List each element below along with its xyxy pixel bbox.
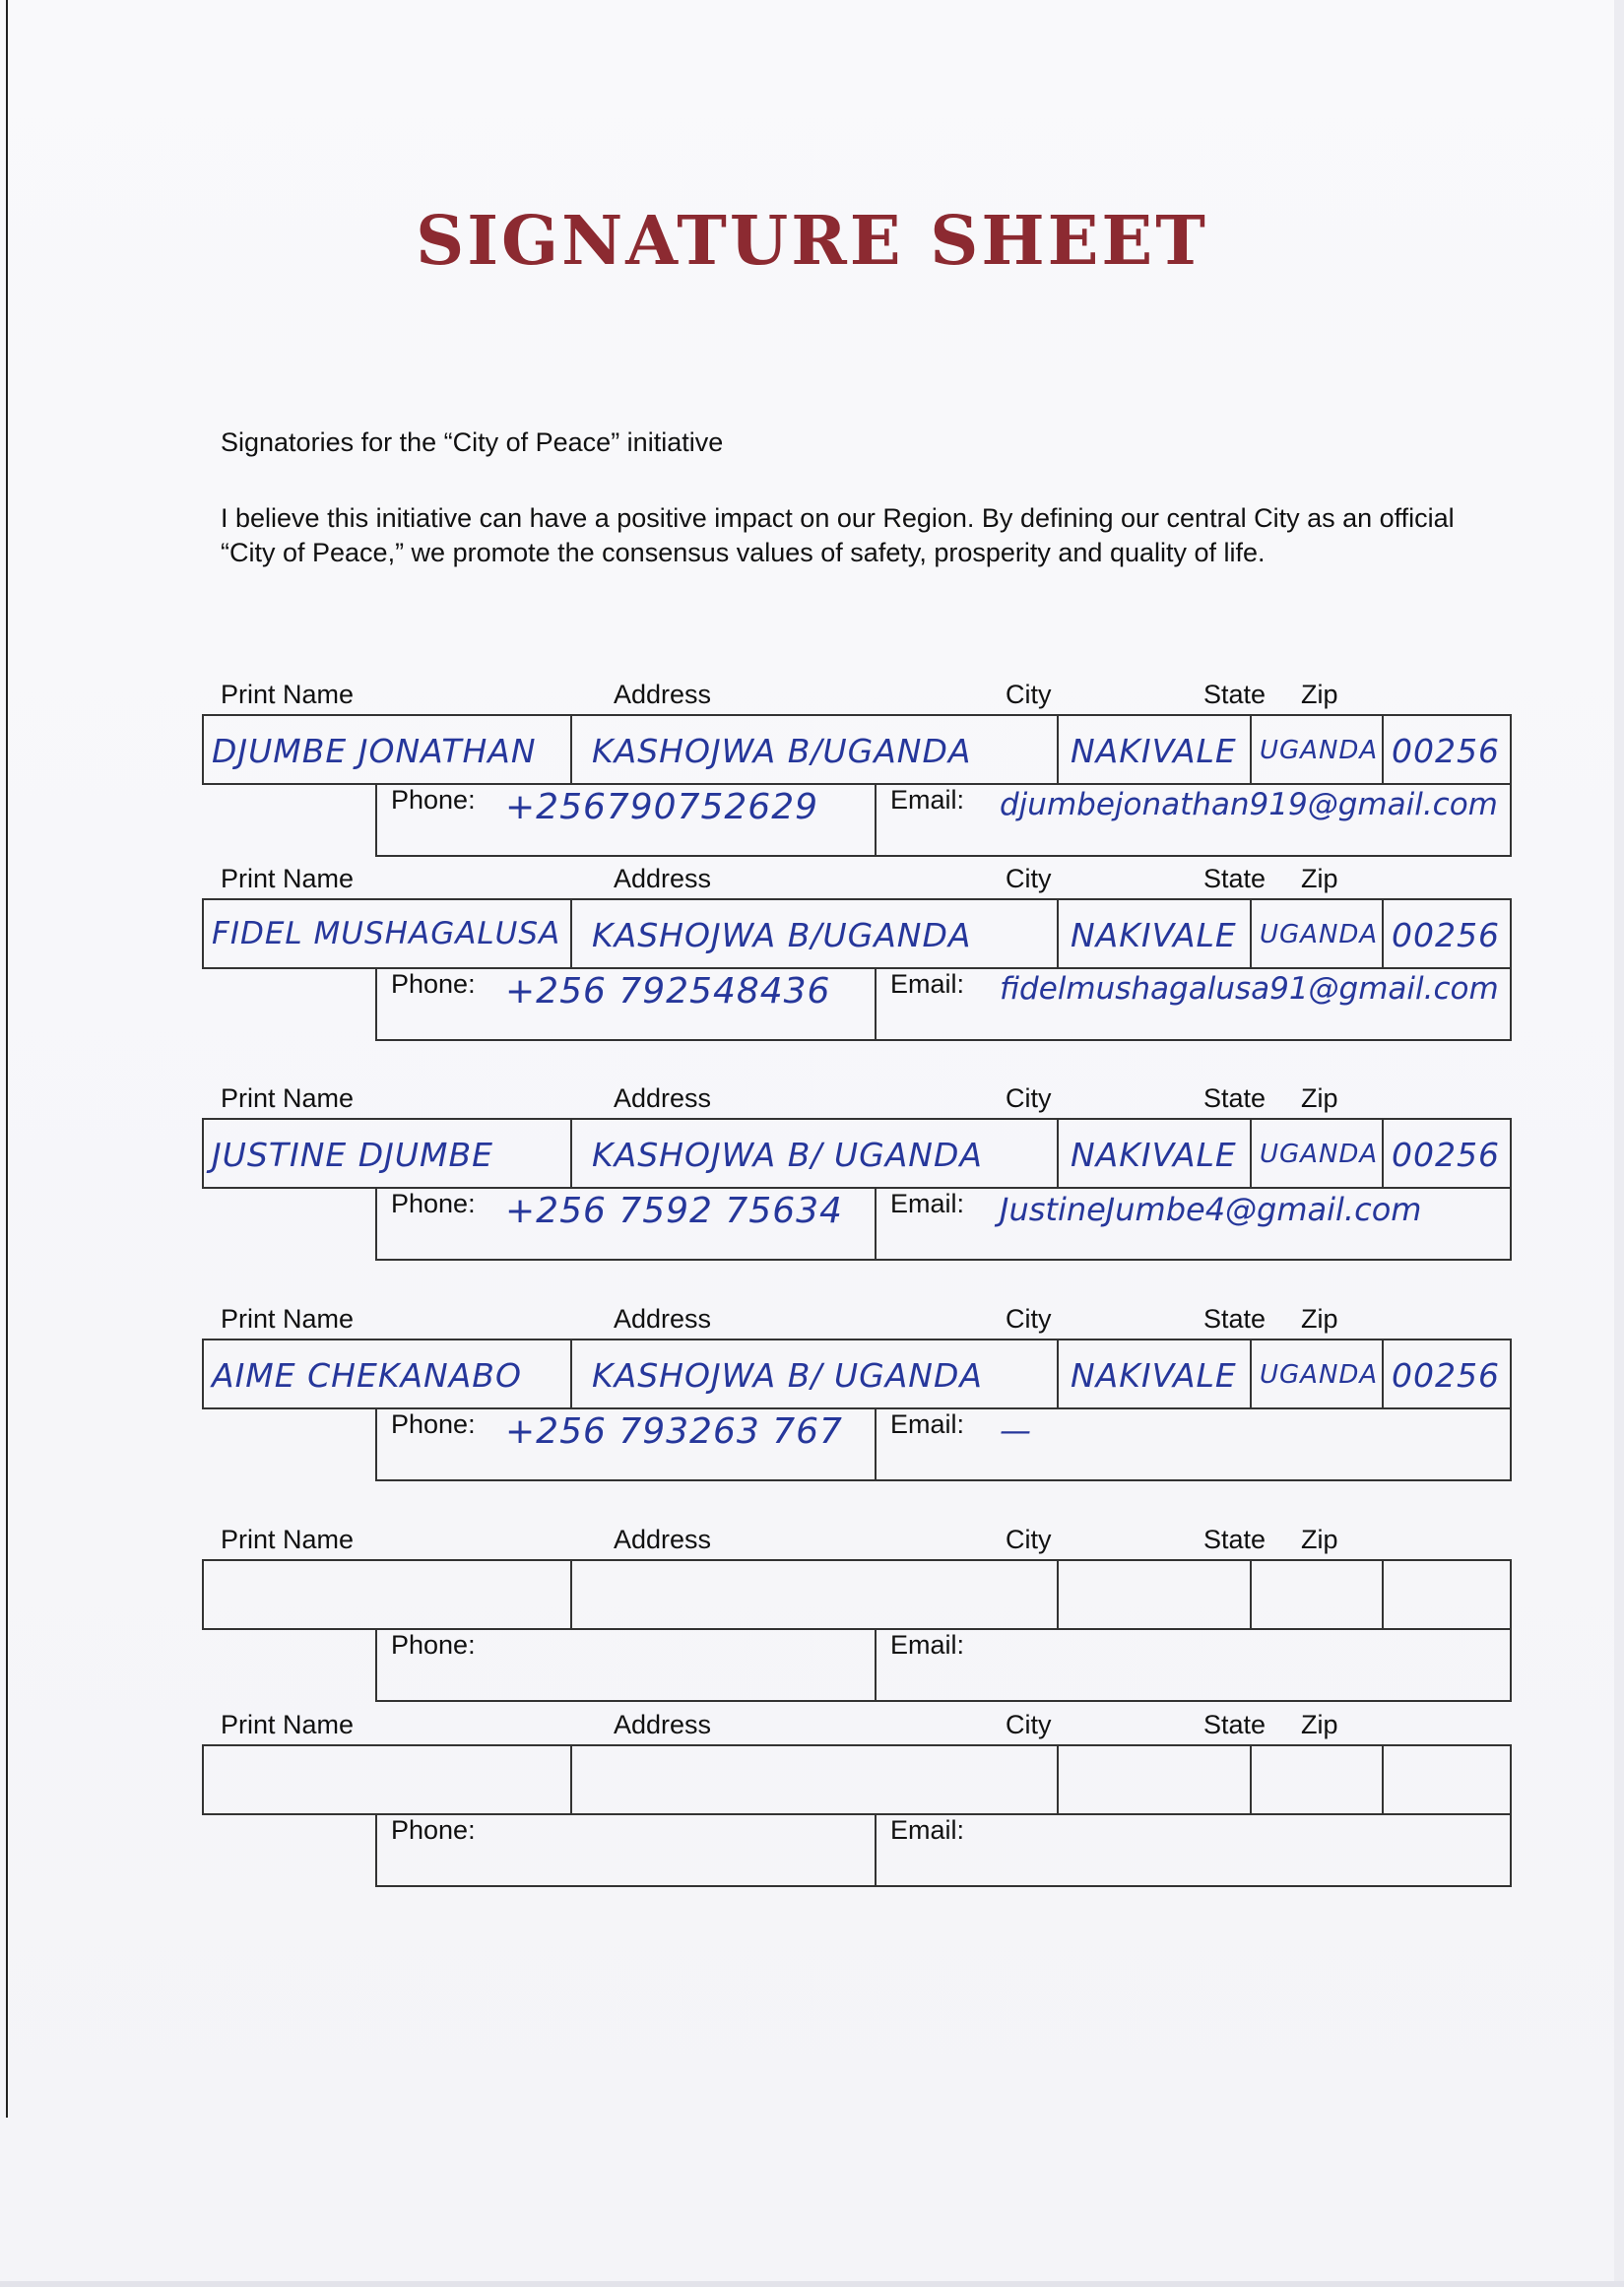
address-label: Address (614, 864, 712, 893)
city-value: NAKIVALE (1071, 732, 1237, 770)
email-value: djumbejonathan919@gmail.com (1000, 787, 1498, 822)
address-value: KASHOJWA B/ UGANDA (592, 1356, 983, 1395)
name-address-row (202, 714, 1512, 785)
print-name-label: Print Name (221, 1525, 355, 1554)
zip-field[interactable] (1382, 716, 1514, 783)
zip-field[interactable] (1382, 1561, 1514, 1628)
zip-label: Zip (1301, 1710, 1338, 1739)
state-value: UGANDA (1260, 1360, 1379, 1390)
zip-field[interactable] (1382, 1340, 1514, 1407)
address-value: KASHOJWA B/UGANDA (592, 916, 972, 954)
phone-field[interactable] (377, 967, 875, 1039)
contact-row (375, 1187, 1512, 1261)
city-value: NAKIVALE (1071, 1356, 1237, 1395)
address-field[interactable] (570, 716, 1057, 783)
zip-value: 00256 (1392, 1356, 1500, 1395)
city-value: NAKIVALE (1071, 1136, 1237, 1174)
signature-entry (202, 680, 1514, 875)
print-name-label: Print Name (221, 1304, 355, 1334)
signature-entry (202, 1304, 1514, 1499)
phone-label: Phone: (391, 1189, 476, 1218)
city-field[interactable] (1057, 1120, 1250, 1187)
scan-edge-right (1614, 0, 1624, 2287)
city-label: City (1006, 1304, 1052, 1334)
state-label: State (1203, 1525, 1267, 1554)
phone-label: Phone: (391, 1815, 476, 1845)
print-name-field[interactable] (204, 716, 570, 783)
email-value: — (1000, 1411, 1031, 1449)
city-label: City (1006, 1710, 1052, 1739)
signature-entry (202, 1710, 1514, 1905)
zip-label: Zip (1301, 1304, 1338, 1334)
state-label: State (1203, 864, 1267, 893)
zip-value: 00256 (1392, 916, 1500, 954)
state-value: UGANDA (1260, 736, 1379, 765)
zip-field[interactable] (1382, 1120, 1514, 1187)
name-address-row (202, 1118, 1512, 1189)
print-name-field[interactable] (204, 1120, 570, 1187)
address-field[interactable] (570, 1746, 1057, 1813)
zip-label: Zip (1301, 1525, 1338, 1554)
email-label: Email: (890, 969, 965, 999)
email-field[interactable] (875, 1813, 1514, 1885)
state-field[interactable] (1250, 716, 1382, 783)
zip-value: 00256 (1392, 1136, 1500, 1174)
phone-label: Phone: (391, 1409, 476, 1439)
state-label: State (1203, 1304, 1267, 1334)
state-field[interactable] (1250, 1746, 1382, 1813)
phone-field[interactable] (377, 1813, 875, 1885)
email-value: fidelmushagalusa91@gmail.com (1000, 971, 1499, 1007)
address-value: KASHOJWA B/UGANDA (592, 732, 972, 770)
print-name-value: FIDEL MUSHAGALUSA (212, 916, 561, 951)
phone-label: Phone: (391, 1630, 476, 1660)
print-name-label: Print Name (221, 1083, 355, 1113)
email-label: Email: (890, 1630, 965, 1660)
print-name-field[interactable] (204, 900, 570, 967)
city-label: City (1006, 1083, 1052, 1113)
phone-value: +256790752629 (505, 787, 819, 827)
phone-value: +256 793263 767 (505, 1411, 843, 1452)
scan-edge-bottom (0, 2281, 1624, 2287)
name-address-row (202, 1559, 1512, 1630)
email-field[interactable] (875, 1187, 1514, 1259)
signature-entry (202, 1525, 1514, 1720)
address-label: Address (614, 1710, 712, 1739)
address-field[interactable] (570, 1120, 1057, 1187)
print-name-value: AIME CHEKANABO (212, 1356, 522, 1395)
print-name-value: JUSTINE DJUMBE (212, 1136, 494, 1174)
email-label: Email: (890, 1815, 965, 1845)
zip-value: 00256 (1392, 732, 1500, 770)
zip-label: Zip (1301, 864, 1338, 893)
address-label: Address (614, 1083, 712, 1113)
scan-edge-left (6, 0, 8, 2118)
email-field[interactable] (875, 1407, 1514, 1479)
city-field[interactable] (1057, 1746, 1250, 1813)
contact-row (375, 1628, 1512, 1702)
state-label: State (1203, 680, 1267, 709)
address-value: KASHOJWA B/ UGANDA (592, 1136, 983, 1174)
address-field[interactable] (570, 1340, 1057, 1407)
address-label: Address (614, 680, 712, 709)
signature-entry (202, 864, 1514, 1059)
city-field[interactable] (1057, 900, 1250, 967)
page-title: SIGNATURE SHEET (416, 202, 1208, 281)
state-value: UGANDA (1260, 920, 1379, 949)
zip-label: Zip (1301, 680, 1338, 709)
email-label: Email: (890, 785, 965, 815)
email-label: Email: (890, 1189, 965, 1218)
zip-field[interactable] (1382, 900, 1514, 967)
phone-field[interactable] (377, 1407, 875, 1479)
print-name-label: Print Name (221, 1710, 355, 1739)
zip-label: Zip (1301, 1083, 1338, 1113)
state-label: State (1203, 1083, 1267, 1113)
city-field[interactable] (1057, 1340, 1250, 1407)
subtitle: Signatories for the “City of Peace” initiative (221, 427, 724, 457)
address-label: Address (614, 1304, 712, 1334)
print-name-field[interactable] (204, 1746, 570, 1813)
phone-label: Phone: (391, 969, 476, 999)
address-label: Address (614, 1525, 712, 1554)
name-address-row (202, 1744, 1512, 1815)
phone-value: +256 792548436 (505, 971, 831, 1012)
state-field[interactable] (1250, 1561, 1382, 1628)
print-name-label: Print Name (221, 864, 355, 893)
address-field[interactable] (570, 900, 1057, 967)
email-field[interactable] (875, 967, 1514, 1039)
state-value: UGANDA (1260, 1140, 1379, 1169)
phone-value: +256 7592 75634 (505, 1191, 843, 1231)
email-label: Email: (890, 1409, 965, 1439)
name-address-row (202, 898, 1512, 969)
email-value: JustineJumbe4@gmail.com (1000, 1191, 1422, 1228)
state-field[interactable] (1250, 900, 1382, 967)
email-field[interactable] (875, 1628, 1514, 1700)
city-label: City (1006, 1525, 1052, 1554)
contact-row (375, 967, 1512, 1041)
city-field[interactable] (1057, 716, 1250, 783)
phone-field[interactable] (377, 1187, 875, 1259)
state-label: State (1203, 1710, 1267, 1739)
state-field[interactable] (1250, 1120, 1382, 1187)
print-name-field[interactable] (204, 1340, 570, 1407)
name-address-row (202, 1339, 1512, 1409)
city-label: City (1006, 680, 1052, 709)
email-field[interactable] (875, 783, 1514, 855)
contact-row (375, 1407, 1512, 1481)
contact-row (375, 783, 1512, 857)
print-name-label: Print Name (221, 680, 355, 709)
print-name-field[interactable] (204, 1561, 570, 1628)
phone-label: Phone: (391, 785, 476, 815)
state-field[interactable] (1250, 1340, 1382, 1407)
contact-row (375, 1813, 1512, 1887)
intro-paragraph: I believe this initiative can have a positive impact on our Region. By defining our central City as an official “City of Peace,” we promote the consensus values of safety, prosperity and quality of life. (221, 503, 1455, 567)
city-label: City (1006, 864, 1052, 893)
address-field[interactable] (570, 1561, 1057, 1628)
print-name-value: DJUMBE JONATHAN (212, 732, 537, 770)
phone-field[interactable] (377, 783, 875, 855)
phone-field[interactable] (377, 1628, 875, 1700)
city-field[interactable] (1057, 1561, 1250, 1628)
zip-field[interactable] (1382, 1746, 1514, 1813)
signature-entry (202, 1083, 1514, 1278)
city-value: NAKIVALE (1071, 916, 1237, 954)
